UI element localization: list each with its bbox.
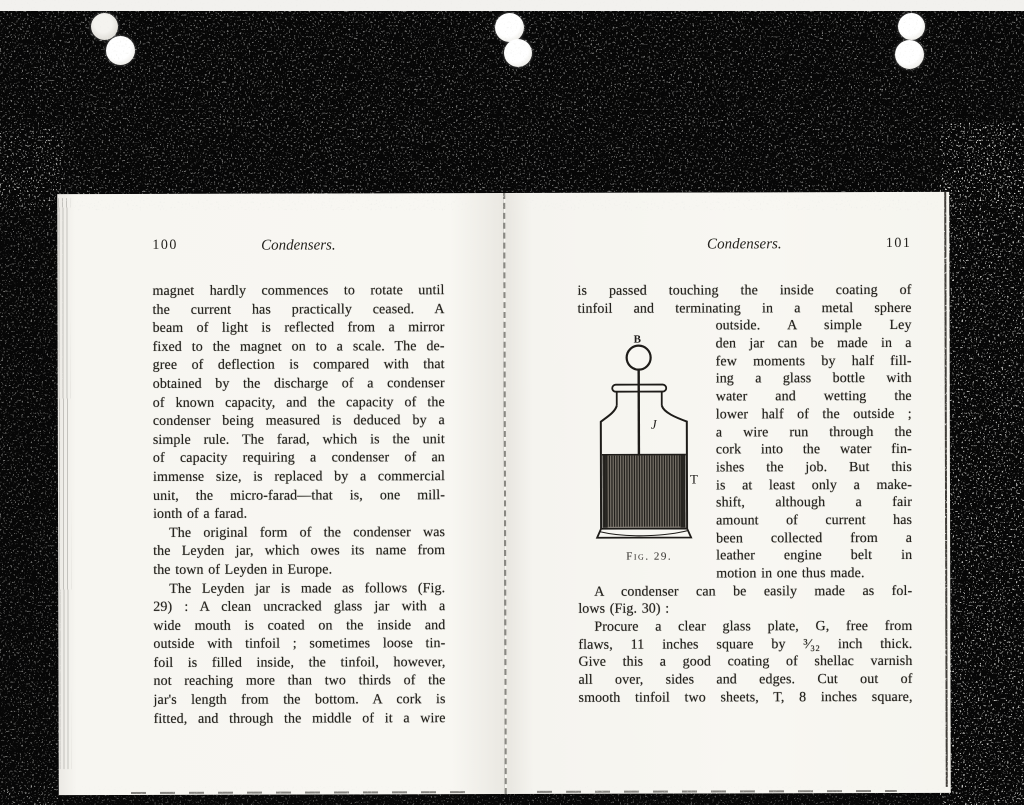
- text-line: den jar can be made in a: [715, 335, 912, 352]
- text-line: ionth of a farad.: [153, 506, 248, 523]
- text-line: jar's length from the bottom. A cork is: [153, 692, 446, 708]
- text-line: outside. A simple Ley: [715, 318, 912, 334]
- text-line: gree of deflection is compared with that: [152, 357, 445, 374]
- text-line: not reaching more than two thirds of the: [153, 673, 446, 690]
- right-page-number: 101: [885, 235, 912, 251]
- text-line: lower half of the outside ;: [715, 406, 912, 423]
- text-line: condenser being measured is deduced by a: [152, 413, 445, 430]
- tinfoil-hatch: [604, 456, 684, 527]
- open-book-spread: [57, 192, 951, 795]
- pushpin-right-bottom-icon: [895, 40, 924, 69]
- right-page-intro: [577, 282, 911, 318]
- text-line: tinfoil and terminating in a metal sphere: [577, 300, 912, 317]
- scan-top-edge: [0, 0, 1024, 11]
- text-line: ing a glass bottle with: [715, 371, 912, 387]
- right-page-bottom-text: [578, 583, 912, 708]
- text-line: beam of light is reflected from a mirror: [152, 320, 445, 337]
- text-line: all over, sides and edges. Cut out of: [578, 672, 913, 688]
- text-line: lows (Fig. 30) :: [578, 601, 670, 618]
- text-line: outside with tinfoil ; sometimes loose tin-: [153, 636, 446, 653]
- pushpin-center-top-icon: [495, 13, 524, 42]
- page-bottom-edge-marks: [131, 791, 466, 794]
- right-running-head: Condensers.: [707, 236, 782, 253]
- text-line: few moments by half fill-: [715, 353, 912, 370]
- pushpin-right-top-icon: [898, 13, 925, 40]
- text-line: a wire run through the: [715, 424, 912, 440]
- text-line: smooth tinfoil two sheets, T, 8 inches square,: [578, 689, 913, 706]
- right-page-wrapped-text: [716, 317, 913, 583]
- text-line: magnet hardly commences to rotate until: [152, 283, 445, 299]
- text-line: the Leyden jar, which owes its name from: [153, 543, 446, 560]
- text-line: A condenser can be easily made as fol-: [594, 583, 913, 600]
- left-page-body: [152, 282, 445, 729]
- leyden-jar-figure: [578, 318, 717, 584]
- text-line: fitted, and through the middle of it a wire: [153, 710, 446, 727]
- pushpin-left-top-icon: [91, 13, 118, 40]
- text-line: immense size, is replaced by a commercial: [152, 469, 445, 485]
- text-line: is passed touching the inside coating of: [577, 282, 912, 299]
- text-line: ishes the job. But this: [715, 459, 912, 476]
- figure-label-ball: B: [633, 334, 641, 347]
- text-line: shift, although a fair: [716, 495, 913, 511]
- text-line: flaws, 11 inches square by ³⁄₃₂ inch thick.: [578, 636, 913, 653]
- text-line: been collected from a: [716, 530, 913, 547]
- left-page-number: 100: [152, 237, 178, 253]
- text-line: the current has practically ceased. A: [152, 301, 445, 318]
- text-line: of capacity requiring a condenser of an: [152, 450, 445, 467]
- right-page-header: [577, 236, 911, 256]
- text-line: wide mouth is coated on the inside and: [153, 617, 446, 634]
- pushpin-center-bottom-icon: [504, 39, 532, 67]
- text-line: fixed to the magnet on to a scale. The de-: [152, 338, 445, 355]
- page-edge-line: [944, 192, 948, 787]
- text-line: water and wetting the: [715, 389, 912, 405]
- text-line: 29) : A clean uncracked glass jar with a: [153, 599, 446, 616]
- page-bottom-edge-marks: [537, 790, 897, 793]
- text-line: Give this a good coating of shellac varnish: [578, 654, 913, 671]
- text-line: foil is filled inside, the tinfoil, however,: [153, 655, 446, 671]
- page-edge-streaks: [58, 198, 71, 769]
- text-line: The Leyden jar is made as follows (Fig.: [169, 580, 446, 597]
- text-line: simple rule. The farad, which is the unit: [152, 431, 445, 448]
- text-line: unit, the micro-farad—that is, one mill-: [152, 487, 446, 504]
- jar-ball: [627, 346, 651, 370]
- text-line: motion in one thus made.: [716, 566, 865, 582]
- text-line: The original form of the condenser was: [169, 524, 446, 541]
- pushpin-left-bottom-icon: [106, 36, 135, 65]
- figure-label-tinfoil: T: [689, 471, 698, 487]
- text-line: is at least only a make-: [715, 477, 912, 494]
- text-line: of known capacity, and the capacity of the: [152, 394, 445, 411]
- text-line: obtained by the discharge of a condenser: [152, 376, 445, 392]
- figure-label-jar: J: [650, 416, 657, 432]
- text-line: Procure a clear glass plate, G, free from: [594, 618, 913, 635]
- leyden-jar-drawing: [584, 332, 715, 547]
- text-line: the town of Leyden in Europe.: [153, 562, 333, 578]
- right-page: [503, 192, 951, 794]
- left-running-head: Condensers.: [261, 237, 336, 254]
- figure-caption: Fig. 29.: [626, 550, 673, 564]
- text-line: cork into the water fin-: [715, 442, 912, 458]
- left-page: [57, 193, 505, 795]
- text-line: leather engine belt in: [716, 548, 913, 564]
- left-page-header: [152, 237, 444, 257]
- text-line: amount of current has: [716, 512, 913, 529]
